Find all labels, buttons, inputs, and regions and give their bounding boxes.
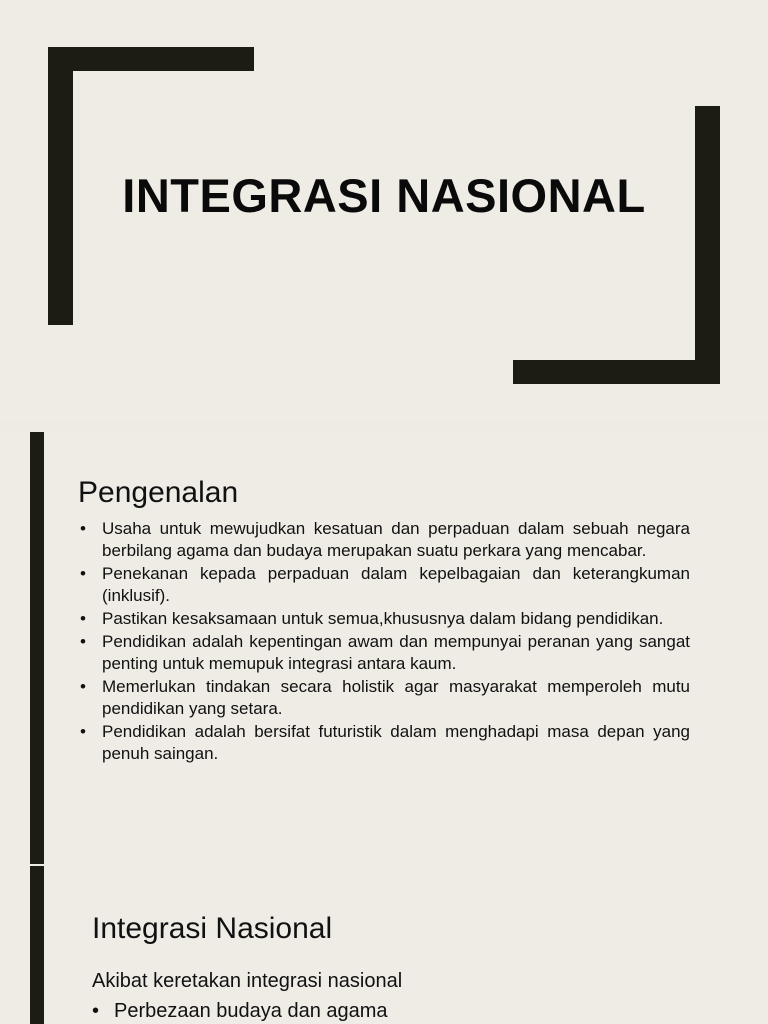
slide-introduction <box>0 432 768 864</box>
frame-bar-bottom-right-horizontal <box>513 360 720 384</box>
list-item <box>92 1000 388 1023</box>
bullet-marker: • <box>80 722 86 741</box>
list-item-text: Penekanan kepada perpaduan dalam kepelbagaian dan keterangkuman (inklusif). <box>102 564 690 605</box>
list-item <box>78 631 690 675</box>
list-item-text: Pendidikan adalah kepentingan awam dan mempunyai peranan yang sangat penting untuk memupuk integrasi antara kaum. <box>102 632 690 673</box>
slide-heading: Integrasi Nasional <box>92 912 333 945</box>
slide-subheading: Akibat keretakan integrasi nasional <box>92 970 403 992</box>
bullet-marker: • <box>80 677 86 696</box>
bullet-marker: • <box>80 609 86 628</box>
list-item <box>78 608 690 630</box>
list-item-text: Usaha untuk mewujudkan kesatuan dan perpaduan dalam sebuah negara berbilang agama dan budaya merupakan suatu perkara yang mencabar. <box>102 519 690 560</box>
list-item <box>78 721 690 765</box>
bullet-marker: • <box>92 1000 100 1022</box>
list-item-text: Perbezaan budaya dan agama <box>114 1000 388 1022</box>
frame-bar-top-left-horizontal <box>48 47 254 71</box>
list-item <box>78 676 690 720</box>
list-item <box>78 518 690 562</box>
frame-bar-bottom-right-vertical <box>695 106 720 384</box>
bullet-list <box>78 518 690 766</box>
bullet-marker: • <box>80 519 86 538</box>
slide-national-integration <box>0 866 768 1024</box>
bullet-marker: • <box>80 632 86 651</box>
accent-bar <box>30 866 44 1024</box>
list-item-text: Memerlukan tindakan secara holistik agar masyarakat memperoleh mutu pendidikan yang setara. <box>102 677 690 718</box>
list-item-text: Pastikan kesaksamaan untuk semua,khususnya dalam bidang pendidikan. <box>102 609 664 628</box>
bullet-list <box>92 1000 388 1023</box>
list-item <box>78 563 690 607</box>
accent-bar <box>30 432 44 864</box>
slide-title <box>0 0 768 420</box>
bullet-marker: • <box>80 564 86 583</box>
slide-title-text: INTEGRASI NASIONAL <box>122 169 646 222</box>
slide-heading: Pengenalan <box>78 476 239 509</box>
list-item-text: Pendidikan adalah bersifat futuristik dalam menghadapi masa depan yang penuh saingan. <box>102 722 690 763</box>
